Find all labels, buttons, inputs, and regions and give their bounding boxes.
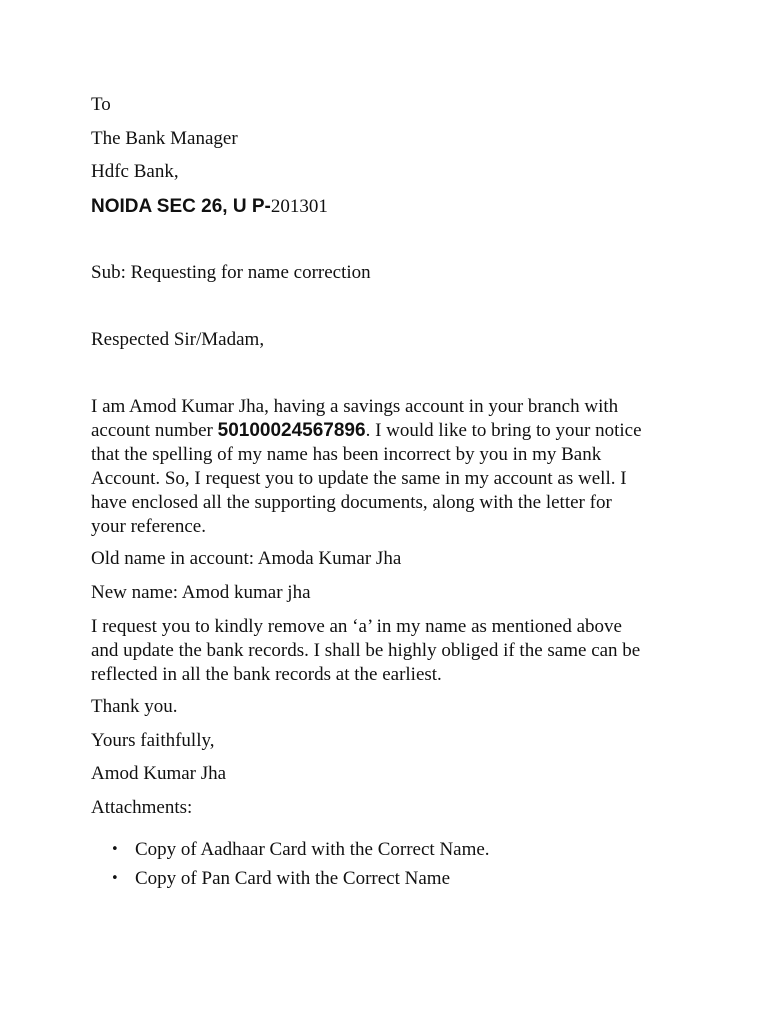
signature-name: Amod Kumar Jha [91,763,227,784]
thanks-line: Thank you. [91,696,178,717]
body2-line: reflected in all the bank records at the earliest. [91,664,442,685]
recipient-line: The Bank Manager [91,128,238,149]
account-suffix: . I would like to bring to your notice [365,420,642,441]
body1-line: that the spelling of my name has been incorrect by you in my Bank [91,444,602,465]
address-bold: NOIDA SEC 26, U P- [91,196,271,217]
account-number: 50100024567896 [217,420,366,441]
bank-name-line: Hdfc Bank, [91,161,179,182]
attachment-item [91,838,490,867]
body1-line: your reference. [91,516,206,537]
attachments-label: Attachments: [91,797,193,818]
new-name-line: New name: Amod kumar jha [91,582,311,603]
address-line [91,195,328,219]
address-pin: 201301 [270,196,328,217]
bullet-icon: • [111,871,119,886]
closing-line: Yours faithfully, [91,730,215,751]
body-paragraph-1 [91,395,691,539]
to-line: To [91,94,111,115]
bullet-icon: • [111,842,119,857]
subject-line: Sub: Requesting for name correction [91,262,371,283]
attachment-item [91,867,490,896]
attachments-list [91,838,490,896]
body1-line: Account. So, I request you to update the same in my account as well. I [91,468,627,489]
account-prefix: account number [91,420,218,441]
attachment-text: Copy of Pan Card with the Correct Name [135,868,451,889]
old-name-line: Old name in account: Amoda Kumar Jha [91,548,402,569]
body-paragraph-2 [91,615,691,687]
body1-line: have enclosed all the supporting documents, along with the letter for [91,492,612,513]
attachment-text: Copy of Aadhaar Card with the Correct Name. [135,839,490,860]
body1-line [91,419,691,443]
body2-line: and update the bank records. I shall be highly obliged if the same can be [91,640,641,661]
body1-line: I am Amod Kumar Jha, having a savings account in your branch with [91,396,619,417]
body2-line: I request you to kindly remove an ‘a’ in my name as mentioned above [91,616,622,637]
salutation-line: Respected Sir/Madam, [91,329,265,350]
